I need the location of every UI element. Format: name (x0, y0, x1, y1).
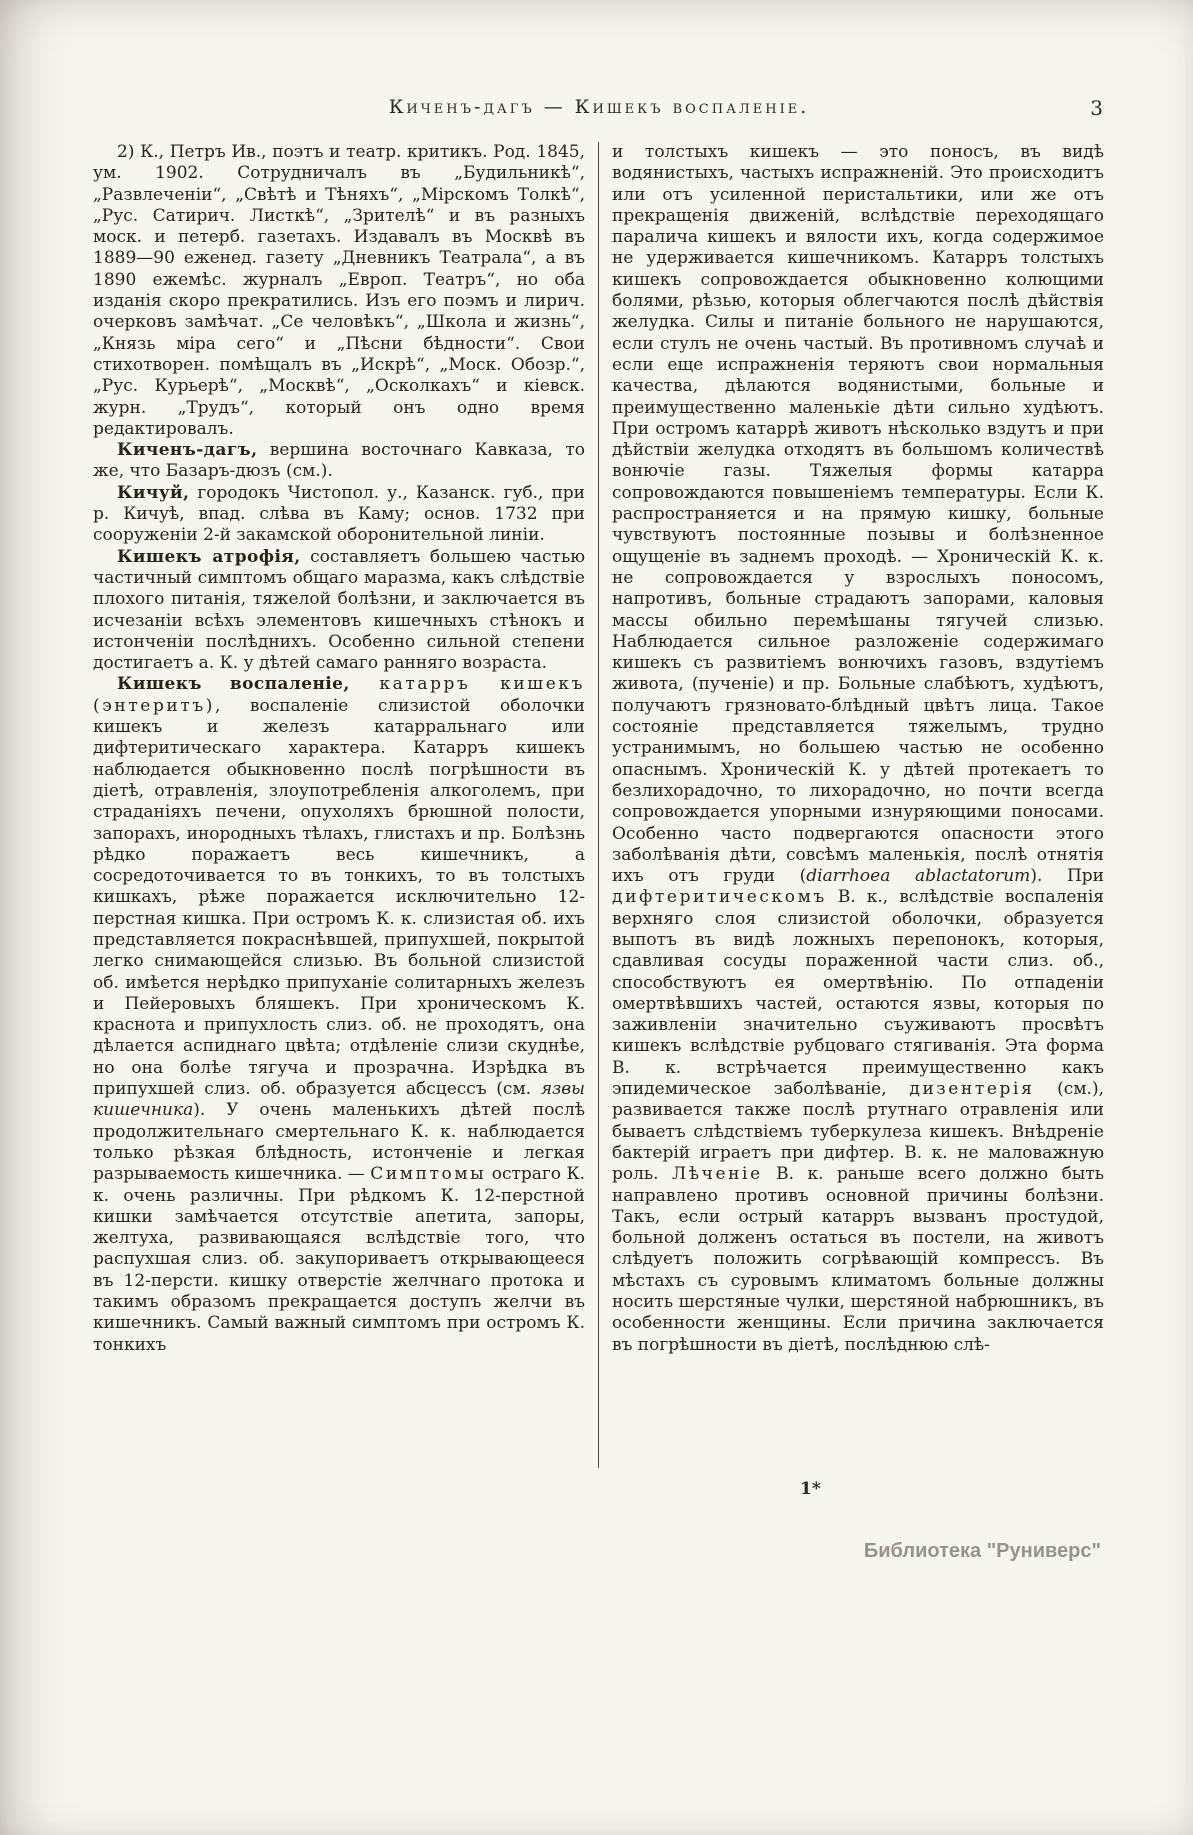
library-watermark: Библиотека "Руниверс" (863, 1540, 1101, 1562)
paragraph: и толстыхъ кишекъ — это поносъ, въ видѣ водянистыхъ, частыхъ испражненій. Это происходитъ или отъ усиленной перистальтики, или же отъ прекращенія движеній, вслѣдствіе переходящаго паралича кишекъ и вялости ихъ, когда содержимое не удерживается кишечникомъ. Катарръ толстыхъ кишекъ сопровождается обыкновенно колющими болями, рѣзью, которыя облегчаются послѣ дѣйствія желудка. Силы и питаніе больного не нарушаются, если стулъ не очень частый. Въ противномъ случаѣ и если еще испражненія теряютъ свои нормальныя качества, дѣлаются водянистыми, больные и преимущественно маленькіе дѣти сильно худѣютъ. При остромъ катаррѣ животъ нѣсколько вздутъ и при дѣйствіи желудка отходятъ въ большомъ количествѣ вонючіе газы. Тяжелыя формы катарра сопровождаются повышеніемъ температуры. Если К. распространяется и на прямую кишку, больные чувствуютъ постоянные позывы и болѣзненное ощущеніе въ заднемъ проходѣ. — Хроническій К. к. не сопровождается у взрослыхъ поносомъ, напротивъ, больные страдаютъ запорами, каловыя массы обильно перемѣшаны тягучей слизью. Наблюдается сильное разложеніе содержимаго кишекъ съ развитіемъ вонючихъ газовъ, вздутіемъ живота, (пученіе) и пр. Больные слабѣютъ, худѣютъ, получаютъ грязновато-блѣдный цвѣтъ лица. Такое состояніе представляется тяжелымъ, трудно устранимымъ, но большею частью не особенно опаснымъ. Хроническій К. у дѣтей протекаетъ то безлихорадочно, то лихорадочно, но почти всегда сопровождается упорными изнуряющими поносами. Особенно часто подвергаются опасности этого заболѣванія дѣти, совсѣмъ маленькія, послѣ отнятія ихъ отъ груди (diarrhoea ablactatorum). При дифтеритическомъ В. к., вслѣдствіе воспаленія верхняго слоя слизистой оболочки, образуется выпотъ въ видѣ ложныхъ перепонокъ, которыя, сдавливая сосуды пораженной части слиз. об., способствуютъ ея омертвѣнію. По отпаденіи омертвѣвшихъ частей, остаются язвы, которыя по заживленіи значительно съуживаютъ просвѣтъ кишекъ вслѣдствіе рубцоваго стягиванія. Эта форма В. к. встрѣчается преимущественно какъ эпидемическое заболѣваніе, дизентерія (см.), развивается также послѣ ртутнаго отравленія или бываетъ слѣдствіемъ туберкулеза кишекъ. Внѣдреніе бактерій играетъ при дифтер. В. к. не маловажную роль. Лѣченіе В. к. раньше всего должно быть направлено противъ основной причины болѣзни. Такъ, если острый катарръ вызванъ простудой, больной долженъ остаться въ постели, на животъ слѣдуетъ положить согрѣвающій компрессъ. Въ мѣстахъ съ суровымъ климатомъ больные должны носить шерстяные чулки, шерстяной набрюшникъ, въ особенности женщины. Если причина заключается въ погрѣшности въ діетѣ, послѣднюю слѣ- (612, 142, 1104, 1355)
signature-mark: 1* (800, 1479, 821, 1499)
column-divider (598, 142, 599, 1468)
paragraph: Кичуй, городокъ Чистопол. у., Казанск. губ., при р. Кичуѣ, впад. слѣва въ Каму; основ. 1732 при сооруженіи 2-й закамской оборонительной линіи. (93, 482, 585, 546)
paragraph: Киченъ-дагъ, вершина восточнаго Кавказа, то же, что Базаръ-дюзъ (см.). (93, 440, 585, 482)
page-header (93, 96, 1105, 124)
paragraph: Кишекъ воспаленіе, катарръ кишекъ (энтеритъ), воспаленіе слизистой оболочки кишекъ и железъ катарральнаго или дифтеритическаго характера. Катарръ кишекъ наблюдается обыкновенно послѣ погрѣшности въ діетѣ, отравленія, злоупотребленія алкоголемъ, при страданіяхъ печени, опухоляхъ брюшной полости, запорахъ, инородныхъ тѣлахъ, глистахъ и пр. Болѣзнь рѣдко поражаетъ весь кишечникъ, а сосредоточивается то въ тонкихъ, то въ толстыхъ кишкахъ, рѣже поражается исключительно 12-перстная кишка. При остромъ К. к. слизистая об. ихъ представляется покраснѣвшей, припухшей, покрытой легко снимающейся слизью. Въ больной слизистой об. имѣется нерѣдко припуханіе солитарныхъ железъ и Пейеровыхъ бляшекъ. При хроническомъ К. краснота и припухлость слиз. об. не проходятъ, она дѣлается аспиднаго цвѣта; отдѣленіе слизи скуднѣе, но она болѣе тягуча и прозрачна. Изрѣдка въ припухшей слиз. об. образуется абсцессъ (см. язвы кишечника). У очень маленькихъ дѣтей послѣ продолжительнаго смертельнаго К. к. наблюдается только рѣзкая блѣдность, истонченіе и легкая разрываемость кишечника. — Симптомы остраго К. к. очень различны. При рѣдкомъ К. 12-перстной кишки замѣчается отсутствіе апетита, запоры, желтуха, развивающаяся вслѣдствіе того, что распухшая слиз. об. закупориваетъ открывающееся въ 12-персти. кишку отверстіе желчнаго протока и такимъ образомъ прекращается доступъ желчи въ кишечникъ. Самый важный симптомъ при остромъ К. тонкихъ (93, 674, 585, 1355)
paragraph: Кишекъ атрофія, составляетъ большею частью частичный симптомъ общаго маразма, какъ слѣдствіе плохого питанія, тяжелой болѣзни, и заключается въ исчезаніи всѣхъ элементовъ кишечныхъ стѣнокъ и истонченіи послѣднихъ. Особенно сильной степени достигаетъ а. К. у дѣтей самаго ранняго возраста. (93, 546, 585, 674)
column-left (93, 142, 585, 1468)
running-title: Киченъ-дагъ — Кишекъ воспаленіе. (388, 96, 810, 118)
text-columns (93, 142, 1105, 1468)
paragraph: 2) К., Петръ Ив., поэтъ и театр. критикъ. Род. 1845, ум. 1902. Сотрудничалъ въ „Будильникѣ“, „Развлеченіи“, „Свѣтѣ и Тѣняхъ“, „Мірскомъ Толкѣ“, „Рус. Сатирич. Листкѣ“, „Зрителѣ“ и въ разныхъ моск. и петерб. газетахъ. Издавалъ въ Москвѣ въ 1889—90 еженед. газету „Дневникъ Театрала“, а въ 1890 ежемѣс. журналъ „Европ. Театръ“, но оба изданія скоро прекратились. Изъ его поэмъ и лирич. очерковъ замѣчат. „Се человѣкъ“, „Школа и жизнь“, „Князь міра сего“ и „Пѣсни бѣдности“. Свои стихотворен. помѣщалъ въ „Искрѣ“, „Моск. Обозр.“, „Рус. Курьерѣ“, „Москвѣ“, „Осколкахъ“ и кіевск. журн. „Трудъ“, который онъ одно время редактировалъ. (93, 142, 585, 439)
column-right (612, 142, 1104, 1468)
page-number: 3 (1090, 96, 1103, 120)
